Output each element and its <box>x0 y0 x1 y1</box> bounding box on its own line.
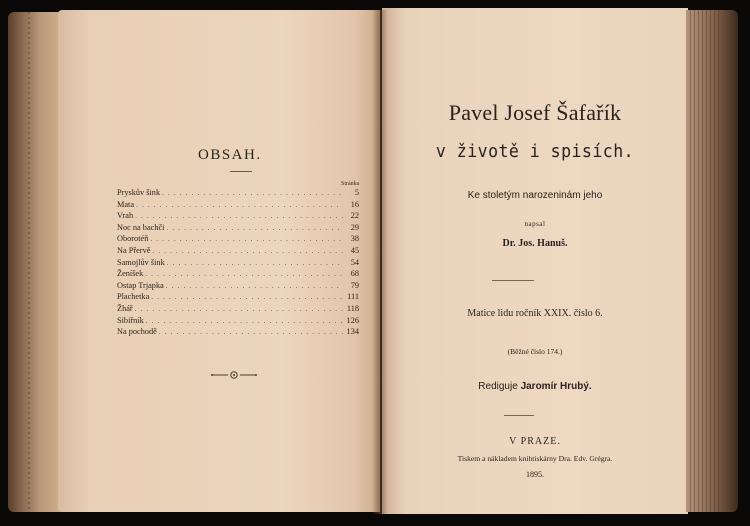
toc-entry-page: 22 <box>350 211 359 221</box>
ornament-icon <box>210 369 258 381</box>
toc-entry <box>117 258 359 270</box>
running-number: (Běžné číslo 174.) <box>507 347 563 356</box>
toc-entry-title: Mata <box>117 199 135 209</box>
toc-entry-title: Oborotéň <box>117 234 149 244</box>
title-divider <box>492 280 534 281</box>
toc-entry-title: Na Přervě <box>117 245 151 255</box>
toc-entry <box>117 200 359 212</box>
toc-leader-dots <box>167 259 343 267</box>
right-page-edge <box>686 10 738 512</box>
editor-name: Jaromír Hrubý. <box>520 381 592 392</box>
toc-leader-dots <box>135 212 343 220</box>
toc-leader-dots <box>146 317 343 325</box>
toc-entry-title: Plachetka <box>117 292 150 302</box>
toc-leader-dots <box>166 224 343 232</box>
toc-entry-page: 79 <box>350 280 359 290</box>
toc-entry-page: 54 <box>350 257 359 267</box>
toc-entry-page: 126 <box>346 315 359 325</box>
toc-leader-dots <box>145 270 343 278</box>
author-name: Dr. Jos. Hanuš. <box>502 238 568 249</box>
imprint-printer: Tiskem a nákladem knihtiskárny Dra. Edv. Grégra. <box>457 454 613 463</box>
toc-entry-page: 5 <box>354 188 359 197</box>
book-subtitle: v životě i spisích. <box>435 141 635 162</box>
toc-leader-dots <box>162 189 343 197</box>
editor-line <box>382 381 688 392</box>
toc-entry-title: Pryskův šink <box>117 188 161 197</box>
toc-page-column-label: Stránka <box>341 181 360 187</box>
toc-entry <box>117 304 359 316</box>
toc-divider <box>230 171 252 172</box>
toc-entry-page: 68 <box>350 269 359 279</box>
toc-entry-page: 118 <box>346 303 359 313</box>
written-by-label: napsal <box>524 220 546 228</box>
toc-entry-page: 29 <box>350 222 359 232</box>
toc-entry-page: 45 <box>350 245 359 255</box>
toc-entry-title: Na pochodě <box>117 327 157 337</box>
toc-leader-dots <box>166 282 343 290</box>
toc-entry-title: Sibiřník <box>117 315 144 325</box>
toc-list <box>117 188 359 339</box>
toc-leader-dots <box>150 235 343 243</box>
occasion-line: Ke stoletým narozeninám jeho <box>467 190 603 201</box>
toc-entry <box>117 269 359 281</box>
toc-entry-page: 111 <box>347 292 359 302</box>
toc-entry <box>117 281 359 293</box>
toc-entry <box>117 316 359 328</box>
toc-entry <box>117 211 359 223</box>
toc-entry <box>117 327 359 339</box>
imprint-year: 1895. <box>526 470 544 479</box>
toc-entry-title: Žhář <box>117 303 133 313</box>
series-line: Matice lidu ročník XXIX. číslo 6. <box>467 308 603 319</box>
toc-leader-dots <box>152 247 343 255</box>
toc-entry-title: Vrah <box>117 211 134 221</box>
toc-entry <box>117 234 359 246</box>
toc-leader-dots <box>136 201 343 209</box>
toc-entry-title: Noc na bachči <box>117 222 165 232</box>
editor-prefix: Rediguje <box>478 381 518 392</box>
toc-entry <box>117 188 359 200</box>
toc-leader-dots <box>159 328 343 336</box>
toc-entry-page: 16 <box>350 199 359 209</box>
imprint-place: V PRAZE. <box>509 436 561 447</box>
imprint-divider <box>504 415 534 416</box>
book-author-title: Pavel Josef Šafařík <box>448 100 622 125</box>
toc-entry <box>117 292 359 304</box>
toc-entry-title: Samojlův šink <box>117 257 165 267</box>
toc-entry <box>117 246 359 258</box>
toc-entry-page: 38 <box>350 234 359 244</box>
toc-leader-dots <box>151 293 343 301</box>
toc-entry <box>117 223 359 235</box>
toc-title: OBSAH. <box>198 147 262 163</box>
toc-leader-dots <box>135 305 343 313</box>
toc-entry-title: Ženíšek <box>117 269 144 279</box>
toc-entry-page: 134 <box>346 327 359 337</box>
toc-entry-title: Ostap Trjapka <box>117 280 164 290</box>
